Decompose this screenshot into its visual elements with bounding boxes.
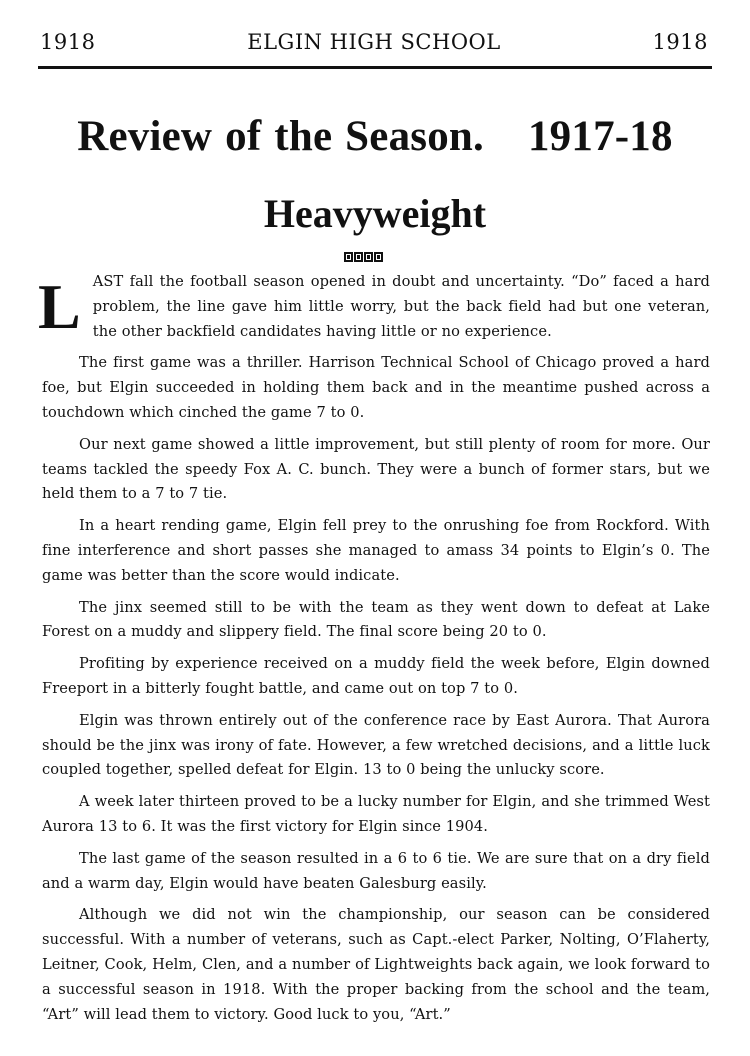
paragraph: A week later thirteen proved to be a lucky number for Elgin, and she trimmed West Aurora 13 to 6. It was the first victory for Elgin since 1904. (42, 793, 710, 835)
header-year-left: 1918 (40, 30, 96, 54)
ornament-divider-icon (344, 252, 383, 262)
running-header (38, 26, 710, 60)
title-main: Review of the Season. (77, 113, 484, 160)
header-year-right: 1918 (652, 30, 708, 54)
paragraph: The jinx seemed still to be with the team as they went down to defeat at Lake Forest on a muddy and slippery field. The final score being 20 to 0. (42, 598, 710, 641)
paragraph: Although we did not win the championship, our season can be considered successful. With a number of veterans, such as Capt.-elect Parker, Nolting, O’Flaherty, Leitner, Cook, Helm, Clen, and a number of Lightweights back again, we look forward to a successful season in 1918. With the proper backing from the school and the team, “Art” will lead them to victory. Good luck to you, “Art.” (42, 906, 710, 1023)
paragraph: The first game was a thriller. Harrison Technical School of Chicago proved a hard foe, but Elgin succeeded in holding them back and in the meantime pushed across a touchdown which cinched the game 7 to 0. (42, 354, 710, 421)
header-rule (38, 66, 712, 69)
paragraph: Profiting by experience received on a muddy field the week before, Elgin downed Freeport in a bitterly fought battle, and came out on top 7 to 0. (42, 655, 710, 697)
header-school-name: ELGIN HIGH SCHOOL (247, 30, 501, 54)
paragraph: In a heart rending game, Elgin fell prey to the onrushing foe from Rockford. With fine interference and short passes she managed to amass 34 points to Elgin’s 0. The game was better than the score would indicate. (42, 517, 710, 584)
paragraph: Our next game showed a little improvement, but still plenty of room for more. Our teams tackled the speedy Fox A. C. bunch. They were a bunch of former stars, but we held them to a 7 to 7 tie. (42, 435, 710, 503)
title-years: 1917-18 (527, 113, 673, 160)
drop-cap: L (38, 271, 81, 342)
page-title (0, 112, 750, 161)
section-heading: Heavyweight (263, 191, 487, 236)
paragraph: Elgin was thrown entirely out of the conference race by East Aurora. That Aurora should be the jinx was irony of fate. However, a few wretched decisions, and a little luck coupled together, spelled defeat for Elgin. 13 to 0 being the unlucky score. (42, 711, 710, 779)
article-body (38, 270, 710, 1034)
paragraph: The last game of the season resulted in a 6 to 6 tie. We are sure that on a dry field and a warm day, Elgin would have beaten Galesburg easily. (42, 849, 710, 892)
paragraph: AST fall the football season opened in doubt and uncertainty. “Do” faced a hard problem, the line gave him little worry, but the back field had but one veteran, the other backfield candidates having little or no experience. (92, 273, 710, 340)
